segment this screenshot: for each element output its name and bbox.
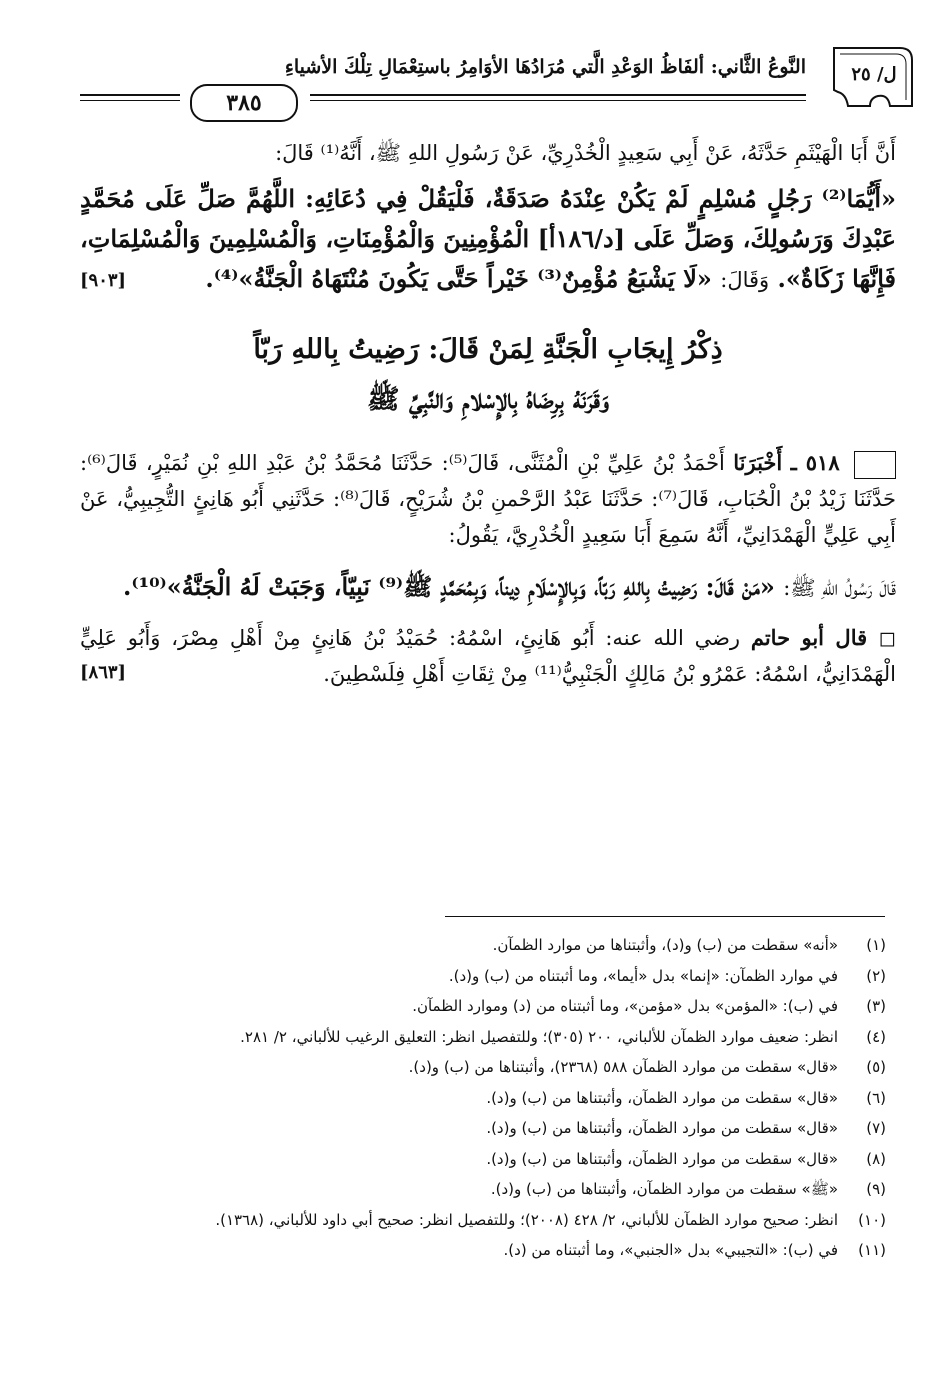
corner-label: ل/ ٢٥: [851, 64, 897, 85]
header-rule: [310, 94, 806, 96]
footnote-item: [70, 1235, 886, 1266]
footnote-text: «أنه» سقطت من (ب) و(د)، وأثبتناها من موارد الظمآن.: [492, 936, 838, 954]
page-header: [80, 40, 916, 120]
footnote-text: «ﷺ» سقطت من موارد الظمآن، وأثبتناها من (ب) و(د).: [490, 1180, 838, 1198]
section-heading: [80, 325, 896, 425]
footnote-number: (٦): [866, 1088, 886, 1107]
reference-number-2: [٨٦٣]: [80, 662, 127, 683]
akhbarana-word: أَخْبَرَنَا: [733, 450, 783, 475]
running-title: النَّوعُ الثَّاني: ألفَاظُ الوَعْدِ الَّتي مُرَادُهَا الأوَامِرُ باستِعْمَالِ تِلْكَ الأشياءِ: [284, 56, 806, 78]
footnote-text: انظر: ضعيف موارد الظمآن للألباني، ٢٠٠ (٣٠٥)؛ وللتفصيل انظر: التعليق الرغيب للألباني، ٢/ ٢٨١.: [240, 1027, 838, 1046]
footnote-text: «قال» سقطت من موارد الظمآن، وأثبتناها من (ب) و(د).: [486, 1149, 838, 1168]
commentary-text: رضي الله عنه: أَبُو هَانِئٍ، اسْمُهُ: حُمَيْدُ بْنُ هَانِئٍ مِنْ أَهْلِ مِصْرَ، وَأَبُو عَلِيٍّ الْهَمْدَانِيُّ، اسْمُهُ: عَمْرُو بْنُ مَالِكٍ الْجَنْبِيُّ⁽¹¹⁾ مِنْ ثِقَاتِ أَهْلِ فِلَسْطِينَ.: [80, 626, 896, 686]
footnote-number: (٤): [866, 1027, 886, 1046]
manuscript-marker-icon: [854, 451, 896, 479]
footnote-item: [70, 1083, 886, 1114]
hadith-2-intro: قَالَ رَسُولُ اللهِ ﷺ:: [783, 576, 896, 600]
footnote-item: [70, 991, 886, 1022]
footnote-number: (١٠): [858, 1210, 886, 1229]
header-rule-left: [80, 94, 180, 96]
isnad-text: أَحْمَدُ بْنُ عَلِيِّ بْنِ الْمُثَنَّى، قَالَ⁽⁵⁾: حَدَّثَنَا مُحَمَّدُ بْنُ عَبْدِ اللهِ بْنِ نُمَيْرٍ، قَالَ⁽⁶⁾: حَدَّثَنَا زَيْدُ بْنُ الْحُبَابِ، قَالَ⁽⁷⁾: حَدَّثَنَا عَبْدُ الرَّحْمنِ بْنُ شُرَيْحٍ، قَالَ⁽⁸⁾: حَدَّثَنِي أَبُو هَانِئٍ التُّجِيبِيُّ، عَنْ أَبِي عَلِيٍّ الْهَمْدَانِيِّ، أَنَّهُ سَمِعَ أَبَا سَعِيدٍ الْخُدْرِيَّ، يَقُولُ:: [80, 451, 896, 547]
footnote-number: (١): [866, 936, 886, 954]
footnote-item: [70, 1144, 886, 1175]
footnote-number: (٧): [866, 1119, 886, 1137]
hadith-1-connector: وَقَالَ:: [720, 268, 770, 292]
footnote-item: [70, 1022, 886, 1053]
footnote-number: (٩): [866, 1180, 886, 1198]
footnote-text: «قال» سقطت من موارد الظمآن، وأثبتناها من (ب) و(د).: [486, 1119, 838, 1137]
page-body: [80, 135, 897, 686]
commentary-lead: ◻ قال أبو حاتم: [750, 625, 896, 650]
footnote-item: [70, 1174, 886, 1205]
paragraph-isnad: [80, 445, 896, 553]
manuscript-corner-icon: [830, 42, 916, 112]
footnote-number: (٢): [866, 966, 886, 985]
hadith-number: ٥١٨ ـ: [790, 450, 840, 475]
hadith-1-part-a: «أَيُّمَا⁽²⁾ رَجُلٍ مُسْلِمٍ لَمْ يَكُنْ عِنْدَهُ صَدَقَةٌ، فَلْيَقُلْ فِي دُعَائِهِ: اللَّهُمَّ صَلِّ عَلَى مُحَمَّدٍ عَبْدِكَ وَرَسُولِكَ، وَصَلِّ عَلَى [د/١٨٦أ] الْمُؤْمِنِينَ وَالْمُؤْمِنَاتِ، وَالْمُسْلِمِينَ وَالْمُسْلِمَاتِ، فَإِنَّهَا زَكَاةٌ».: [80, 184, 897, 293]
page-number: ٣٨٥: [190, 84, 298, 122]
footnote-item: [70, 930, 886, 961]
footnote-text: «قال» سقطت من موارد الظمآن ٥٨٨ (٢٣٦٨)، وأثبتناها من (ب) و(د).: [408, 1058, 838, 1076]
footnote-number: (٥): [866, 1058, 886, 1076]
footnote-text: في (ب): «التجيبي» بدل «الجنبي»، وما أثبتناه من (د).: [503, 1241, 838, 1259]
hadith-2-text: «مَنْ قَالَ: رَضِيتُ بِاللهِ رَبّاً، وَبِالإِسْلَامِ دِيناً، وَبِمُحَمَّدٍ ﷺ⁽⁹⁾ نَبِيّاً، وَجَبَتْ لَهُ الْجَنَّةُ»⁽¹⁰⁾.: [123, 572, 775, 601]
footnote-text: في (ب): «المؤمن» بدل «مؤمن»، وما أثبتناه من (د) وموارد الظمآن.: [412, 997, 838, 1015]
hadith-1-part-b: «لَا يَشْبَعُ مُؤْمِنٌ⁽³⁾ خَيْراً حَتَّى يَكُونَ مُنْتَهَاهُ الْجَنَّةُ»⁽⁴⁾.: [205, 264, 712, 293]
footnote-item: [70, 961, 886, 992]
footnote-text: انظر: صحيح موارد الظمآن للألباني، ٢/ ٤٢٨ (٢٠٠٨)؛ وللتفصيل انظر: صحيح أبي داود للألباني، (١٣٦٨).: [215, 1210, 838, 1229]
footnote-divider: [445, 916, 885, 917]
header-rule-thin: [310, 100, 806, 101]
header-rule-left-thin: [80, 100, 180, 101]
footnote-number: (٨): [866, 1149, 886, 1168]
footnote-item: [70, 1205, 886, 1236]
hadith-text-2: [80, 567, 896, 608]
footnote-text: «قال» سقطت من موارد الظمآن، وأثبتناها من (ب) و(د).: [486, 1088, 838, 1107]
footnote-item: [70, 1113, 886, 1144]
reference-number-1: [٩٠٣]: [80, 270, 127, 291]
paragraph-isnad-continuation: أَنَّ أَبَا الْهَيْثَمِ حَدَّثَهُ، عَنْ أَبِي سَعِيدٍ الْخُدْرِيِّ، عَنْ رَسُولِ اللهِ ﷺ، أَنَّهُ⁽¹⁾ قَالَ:: [275, 141, 896, 165]
heading-line-1: ذِكْرُ إِيجَابِ الْجَنَّةِ لِمَنْ قَالَ: رَضِيتُ بِاللهِ رَبّاً: [253, 334, 723, 365]
heading-line-2: وَقَرَنَهُ بِرِضَاهُ بِالإِسْلامِ وَالنَّبِيِّ ﷺ: [367, 384, 609, 415]
footnotes: [70, 930, 886, 1266]
footnote-text: في موارد الظمآن: «إنما» بدل «أيما»، وما أثبتناه من (ب) و(د).: [448, 966, 838, 985]
footnote-number: (٣): [866, 997, 886, 1015]
footnote-item: [70, 1052, 886, 1083]
footnote-number: (١١): [858, 1241, 886, 1259]
